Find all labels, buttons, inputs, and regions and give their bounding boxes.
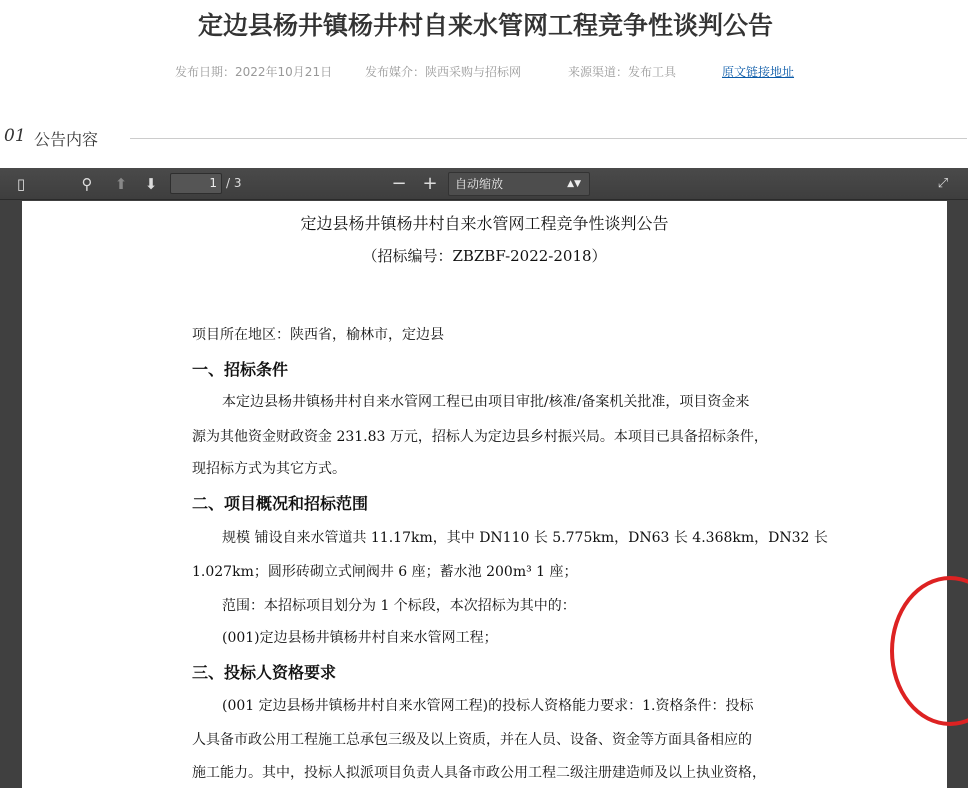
arrow-up-icon[interactable]: ⬆ <box>114 175 128 193</box>
pdf-toolbar <box>0 168 968 200</box>
fullscreen-icon[interactable]: ⤢ <box>937 176 949 191</box>
doc-line: (001)定边县杨井镇杨井村自来水管网工程； <box>222 630 498 646</box>
doc-heading: 二、项目概况和招标范围 <box>192 494 369 513</box>
sidebar-toggle-icon[interactable]: ▯ <box>16 175 26 193</box>
doc-line: 本定边县杨井镇杨井村自来水管网工程已由项目审批/核准/备案机关批准，项目资金来 <box>222 394 750 410</box>
publish-date: 发布日期：2022年10月21日 <box>175 65 333 79</box>
arrow-down-icon[interactable]: ⬇ <box>144 175 158 193</box>
zoom-select[interactable] <box>448 172 590 196</box>
doc-line: 人具备市政公用工程施工总承包三级及以上资质，并在人员、设备、资金等方面具备相应的 <box>192 732 752 748</box>
section-label: 公告内容 <box>34 130 99 149</box>
section-header <box>4 126 971 148</box>
pdf-viewer <box>0 168 968 788</box>
doc-line: 施工能力。其中，投标人拟派项目负责人具备市政公用工程二级注册建造师及以上执业资格， <box>192 765 766 781</box>
divider <box>130 138 967 139</box>
original-link[interactable]: 原文链接地址 <box>722 65 795 79</box>
page-number-input[interactable]: 1 <box>170 173 222 194</box>
zoom-out-icon[interactable]: − <box>391 173 407 194</box>
doc-line: 1.027km；圆形砖砌立式闸阀井 6 座；蓄水池 200m³ 1 座； <box>192 564 578 580</box>
pdf-page <box>22 201 947 788</box>
select-arrows-icon: ▲▼ <box>567 179 581 189</box>
doc-line: 规模 铺设自来水管道共 11.17km，其中 DN110 长 5.775km，DN63 长 4.368km，DN32 长 <box>222 530 828 546</box>
doc-line: 范围：本招标项目划分为 1 个标段，本次招标为其中的： <box>222 598 576 614</box>
doc-title: 定边县杨井镇杨井村自来水管网工程竞争性谈判公告 <box>300 214 669 233</box>
search-icon[interactable]: ⚲ <box>81 175 93 193</box>
red-seal-stamp <box>890 576 968 726</box>
page-count: / 3 <box>226 176 242 190</box>
zoom-in-icon[interactable]: + <box>422 173 438 194</box>
zoom-value: 自动缩放 <box>455 177 504 191</box>
doc-line: 现招标方式为其它方式。 <box>192 461 346 477</box>
source-channel: 来源渠道：发布工具 <box>568 65 677 79</box>
doc-code: （招标编号：ZBZBF-2022-2018） <box>362 247 607 265</box>
publish-media: 发布媒介：陕西采购与招标网 <box>365 65 522 79</box>
doc-line: 源为其他资金财政资金 231.83 万元，招标人为定边县乡村振兴局。本项目已具备招标条件， <box>192 429 768 445</box>
doc-line: 项目所在地区：陕西省，榆林市，定边县 <box>192 327 444 343</box>
section-number: 01 <box>4 126 26 146</box>
doc-heading: 一、招标条件 <box>192 360 289 379</box>
page-title: 定边县杨井镇杨井村自来水管网工程竞争性谈判公告 <box>197 11 773 40</box>
doc-line: (001 定边县杨井镇杨井村自来水管网工程)的投标人资格能力要求：1.资格条件：投标 <box>222 698 754 714</box>
doc-heading: 三、投标人资格要求 <box>192 663 337 682</box>
